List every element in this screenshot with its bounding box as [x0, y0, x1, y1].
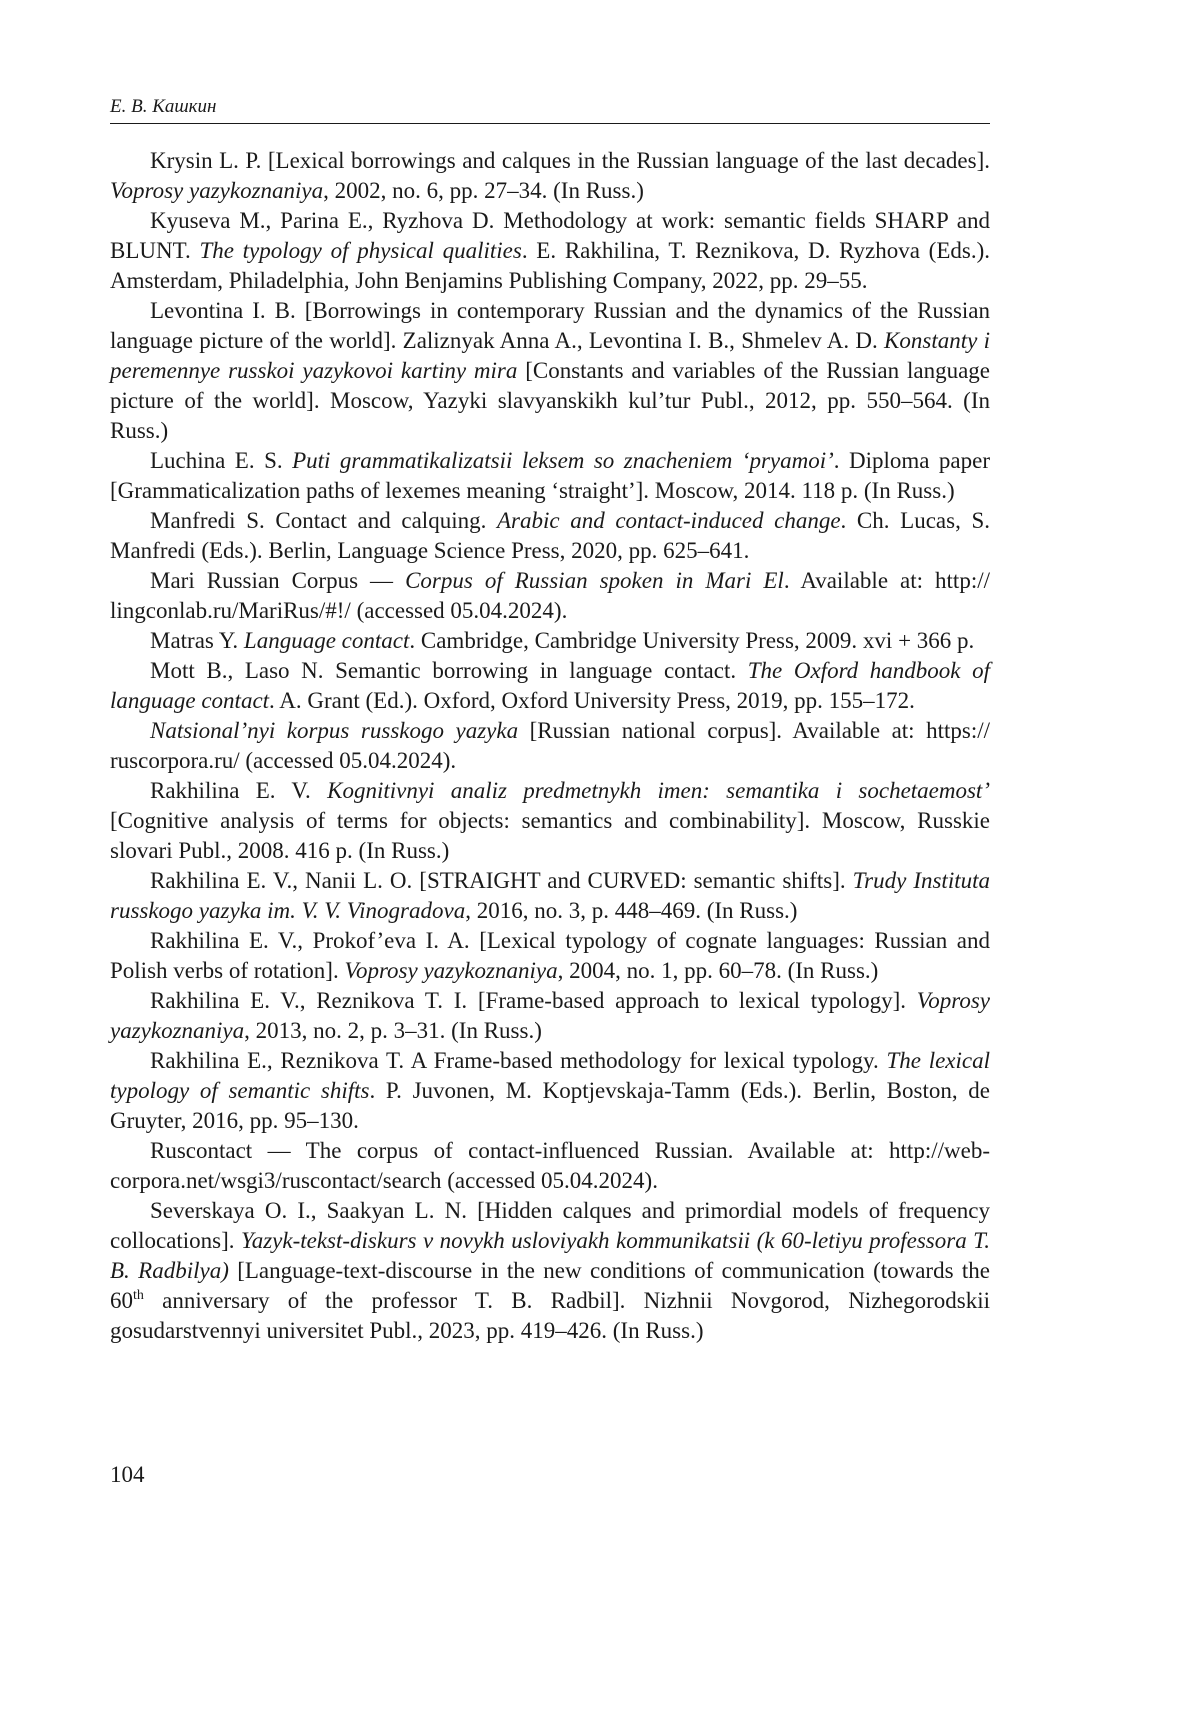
reference-list [110, 146, 990, 1346]
reference-superscript: th [133, 1288, 144, 1303]
reference-entry [110, 866, 990, 926]
reference-text: Rakhilina E. V., Reznikova T. I. [Frame-based approach to lexical typology]. [150, 988, 917, 1013]
reference-entry [110, 1136, 990, 1196]
reference-title: Voprosy yazykoznaniya [110, 178, 324, 203]
reference-text: Severskaya O. I., Saakyan L. N. [Hidden calques and primordial models of frequency collocations]. [110, 1198, 990, 1253]
reference-text: Rakhilina E., Reznikova T. A Frame-based methodology for lexical typology. [150, 1048, 887, 1073]
reference-entry [110, 296, 990, 446]
reference-entry [110, 926, 990, 986]
reference-text: , 2002, no. 6, pp. 27–34. (In Russ.) [323, 178, 644, 203]
reference-title: The typology of physical qualities [199, 238, 522, 263]
reference-entry [110, 206, 990, 296]
running-head [110, 94, 990, 124]
reference-text: Krysin L. P. [Lexical borrowings and calques in the Russian language of the last decades]. [150, 148, 990, 173]
reference-text: . P. Juvonen, M. Koptjevskaja-Tamm (Eds.). Berlin, Boston, de Gruyter, 2016, pp. 95–130. [110, 1078, 990, 1133]
reference-title: Language contact [243, 628, 410, 653]
reference-text: [Russian national corpus]. Available at: https:// ruscorpora.ru/ (accessed 05.04.2024). [110, 718, 991, 773]
reference-title: Voprosy yazykoznaniya [110, 988, 990, 1043]
reference-entry [110, 1196, 990, 1346]
reference-text: Rakhilina E. V., Prokof’eva I. A. [Lexical typology of cognate languages: Russian and Polish verbs of rotation]. [110, 928, 990, 983]
reference-text: Rakhilina E. V. [150, 778, 328, 803]
reference-title: Kognitivnyi analiz predmetnykh imen: semantika i sochetaemost’ [327, 778, 990, 803]
reference-text: , 2016, no. 3, p. 448–469. (In Russ.) [465, 898, 798, 923]
reference-text: Ruscontact — The corpus of contact-influenced Russian. Available at: http://webcorpora.net/wsgi3/ruscontact/search (accessed 05.04.2024). [110, 1138, 990, 1193]
reference-text: [Language-text-discourse in the new conditions of communication (towards the 60 [110, 1258, 990, 1313]
reference-title: Corpus of Russian spoken in Mari El [405, 568, 784, 593]
reference-title: Yazyk-tekst-diskurs v novykh usloviyakh kommunikatsii (k 60-letiyu professora T. B. Radbilya) [110, 1228, 990, 1283]
reference-text: . Available at: http:// lingconlab.ru/MariRus/#!/ (accessed 05.04.2024). [110, 568, 990, 623]
reference-text: . Ch. Lucas, S. Manfredi (Eds.). Berlin, Language Science Press, 2020, pp. 625–641. [110, 508, 990, 563]
reference-entry [110, 506, 990, 566]
reference-entry [110, 566, 990, 626]
running-head-author: Е. В. Кашкин [110, 96, 217, 117]
reference-title: The Oxford handbook of language contact [110, 658, 991, 713]
reference-text: Mott B., Laso N. Semantic borrowing in language contact. [150, 658, 748, 683]
reference-title: The lexical typology of semantic shifts [110, 1048, 991, 1103]
reference-text: Levontina I. B. [Borrowings in contemporary Russian and the dynamics of the Russian language picture of the world]. Zaliznyak Anna A., Levontina I. B., Shmelev A. D. [110, 298, 990, 353]
reference-title: Voprosy yazykoznaniya [344, 958, 558, 983]
reference-entry [110, 446, 990, 506]
reference-text: . Cambridge, Cambridge University Press, 2009. xvi + 366 p. [409, 628, 975, 653]
reference-title: Trudy Instituta russkogo yazyka im. V. V. Vinogradova [110, 868, 990, 923]
reference-text: . A. Grant (Ed.). Oxford, Oxford University Press, 2019, pp. 155–172. [269, 688, 915, 713]
reference-text: [Constants and variables of the Russian language picture of the world]. Moscow, Yazyki slavyanskikh kul’tur Publ., 2012, pp. 550–564. (In Russ.) [110, 358, 990, 443]
reference-entry [110, 146, 990, 206]
reference-text: Luchina E. S. [150, 448, 293, 473]
reference-title: Puti grammatikalizatsii leksem so znacheniem ‘pryamoi’ [292, 448, 834, 473]
reference-text: Mari Russian Corpus — [150, 568, 406, 593]
reference-text: Manfredi S. Contact and calquing. [150, 508, 497, 533]
reference-entry [110, 656, 990, 716]
reference-text: , 2013, no. 2, p. 3–31. (In Russ.) [244, 1018, 542, 1043]
reference-text: [Cognitive analysis of terms for objects: semantics and combinability]. Moscow, Russkie slovari Publ., 2008. 416 p. (In Russ.) [110, 808, 990, 863]
reference-text: Rakhilina E. V., Nanii L. O. [STRAIGHT and CURVED: semantic shifts]. [150, 868, 853, 893]
reference-title: Konstanty i peremennye russkoi yazykovoi kartiny mira [110, 328, 991, 383]
reference-entry [110, 716, 990, 776]
reference-text: Kyuseva M., Parina E., Ryzhova D. Methodology at work: semantic fields SHARP and BLUNT. [110, 208, 990, 263]
reference-text: Matras Y. [150, 628, 244, 653]
reference-title: Natsional’nyi korpus russkogo yazyka [150, 718, 519, 743]
reference-title: Arabic and contact-induced change [496, 508, 841, 533]
reference-text: . Diploma paper [Grammaticalization paths of lexemes meaning ‘straight’]. Moscow, 2014. 118 p. (In Russ.) [110, 448, 990, 503]
reference-text: . E. Rakhilina, T. Reznikova, D. Ryzhova (Eds.). Amsterdam, Philadelphia, John Benjamins Publishing Company, 2022, pp. 29–55. [110, 238, 990, 293]
reference-entry [110, 986, 990, 1046]
reference-entry [110, 626, 990, 656]
page-number: 104 [110, 1462, 145, 1487]
reference-entry [110, 776, 990, 866]
reference-entry [110, 1046, 990, 1136]
reference-text: anniversary of the professor T. B. Radbil]. Nizhnii Novgorod, Nizhegorodskii gosudarstvennyi universitet Publ., 2023, pp. 419–426. (In Russ.) [110, 1288, 990, 1343]
reference-text: , 2004, no. 1, pp. 60–78. (In Russ.) [557, 958, 879, 983]
